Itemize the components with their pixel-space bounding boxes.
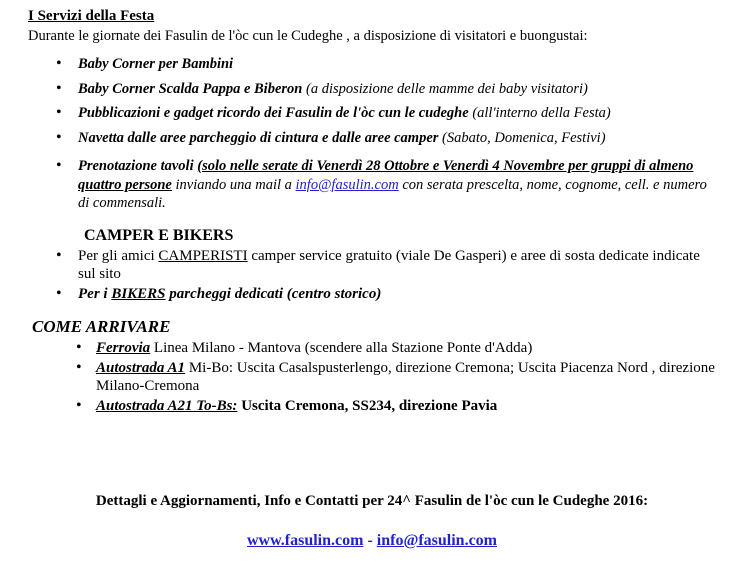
- reservation-lead: Prenotazione tavoli: [78, 158, 198, 175]
- camper-post: camper service gratuito (viale De Gasperi) e aree di sosta dedicate indicate sul sito: [78, 247, 700, 282]
- list-item: [0, 80, 744, 99]
- email-link[interactable]: info@fasulin.com: [376, 531, 497, 549]
- camper-bikers-heading: CAMPER E BIKERS: [84, 226, 234, 244]
- list-item: [0, 359, 744, 395]
- camper-keyword: CAMPERISTI: [158, 247, 248, 264]
- services-list: [0, 55, 744, 213]
- camper-bikers-list: [0, 247, 744, 303]
- arrive-label: Ferrovia: [96, 339, 151, 356]
- arrive-text: Mi-Bo: Uscita Casalspusterlengo, direzione Cremona; Uscita Piacenza Nord , direzione Milano-Cremona: [96, 359, 715, 394]
- link-separator: -: [363, 531, 377, 549]
- service-label: Baby Corner Scalda Pappa e Biberon: [78, 80, 303, 97]
- website-link[interactable]: www.fasulin.com: [246, 531, 364, 549]
- list-item: [0, 247, 744, 283]
- list-item: [0, 285, 744, 303]
- arrive-text: Uscita Cremona, SS234, direzione Pavia: [237, 397, 498, 414]
- page-title-wrap: [0, 0, 744, 25]
- intro-paragraph: Durante le giornate dei Fasulin de l'òc cun le Cudeghe , a disposizione di visitatori e buongustai:: [28, 28, 588, 44]
- come-arrivare-heading: COME ARRIVARE: [32, 316, 171, 336]
- service-label: Navetta dalle aree parcheggio di cintura e dalle aree camper: [78, 129, 439, 146]
- footer-details-line: Dettagli e Aggiornamenti, Info e Contatti per 24^ Fasulin de l'òc cun le Cudeghe 2016:: [95, 492, 649, 509]
- arrive-label: Autostrada A21 To-Bs:: [96, 397, 238, 414]
- footer-links: [0, 532, 744, 550]
- service-note: (all'interno della Festa): [468, 105, 611, 122]
- bikers-keyword: BIKERS: [111, 285, 166, 302]
- list-item: [0, 339, 744, 357]
- list-item: [0, 104, 744, 123]
- reservation-middle: inviando una mail a: [171, 176, 296, 193]
- bikers-pre: Per i: [78, 285, 112, 302]
- reservation-tail: con serata prescelta, nome, cognome, cell. e numero di commensali.: [78, 176, 707, 212]
- camper-pre: Per gli amici: [78, 247, 159, 264]
- reservation-condition: (solo nelle serate di Venerdì 28 Ottobre e Venerdì 4 Novembre per gruppi di almeno quattro persone: [78, 158, 694, 193]
- service-label: Pubblicazioni e gadget ricordo dei Fasulin de l'òc cun le cudeghe: [78, 105, 469, 122]
- arrive-label: Autostrada A1: [96, 359, 186, 376]
- bikers-post: parcheggi dedicati (centro storico): [165, 285, 382, 302]
- reservation-email-link[interactable]: info@fasulin.com: [295, 176, 399, 193]
- service-note: (Sabato, Domenica, Festivi): [438, 129, 606, 146]
- list-item: [0, 55, 744, 74]
- come-arrivare-list: [0, 339, 744, 415]
- list-item: [0, 129, 744, 148]
- service-note: (a disposizione delle mamme dei baby visitatori): [302, 80, 588, 97]
- list-item-reservation: [0, 157, 744, 213]
- page-title: I Servizi della Festa: [28, 8, 155, 24]
- service-label: Baby Corner per Bambini: [78, 56, 234, 72]
- arrive-text: Linea Milano - Mantova (scendere alla Stazione Ponte d'Adda): [150, 339, 533, 356]
- list-item: [0, 397, 744, 415]
